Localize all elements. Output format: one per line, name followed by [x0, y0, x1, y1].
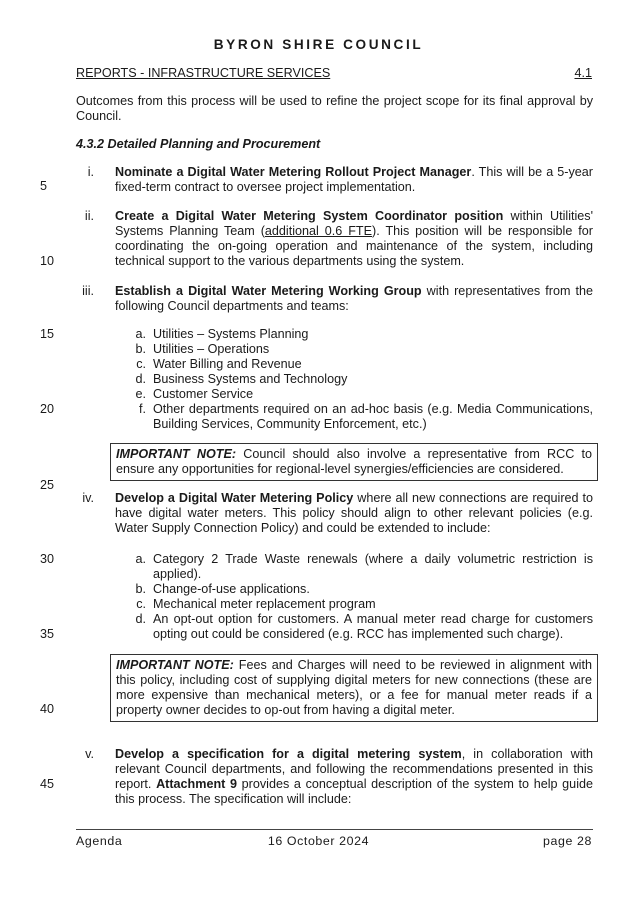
note-label: IMPORTANT NOTE: [116, 658, 234, 672]
item-numeral: iii. [82, 284, 94, 298]
line-number: 30 [40, 552, 55, 566]
item-ii-fte: additional 0.6 FTE [264, 224, 373, 238]
item-iii [115, 284, 593, 314]
item-ii [115, 209, 593, 269]
list-letter: a. [135, 327, 146, 341]
list-text: Category 2 Trade Waste renewals (where a daily volumetric restriction is applied). [153, 552, 593, 581]
list-letter: c. [136, 597, 146, 611]
list-item [115, 582, 593, 597]
item-iii-text: with representatives from the following Council departments and teams: [115, 284, 593, 313]
list-letter: e. [135, 387, 146, 401]
line-number: 40 [40, 702, 55, 716]
item-iii-bold: Establish a Digital Water Metering Working Group [115, 284, 422, 298]
list-item [115, 372, 593, 387]
subsection-heading: 4.3.2 Detailed Planning and Procurement [76, 137, 321, 151]
note-label: IMPORTANT NOTE: [116, 447, 237, 461]
item-v-text-b: provides a conceptual description of the system to help guide this process. The specification will include: [115, 777, 593, 806]
list-letter: c. [136, 357, 146, 371]
note-text: Council should also involve a representative from RCC to ensure any opportunities for regional-level synergies/efficiencies are considered. [116, 447, 592, 476]
item-v-text: , in collaboration with relevant Council departments, and following the recommendations presented in this report. [115, 747, 594, 791]
footer-date: 16 October 2024 [267, 834, 370, 848]
list-item [115, 327, 593, 342]
list-text: Customer Service [153, 387, 254, 401]
item-v-bold: Develop a specification for a digital metering system [115, 747, 462, 761]
line-number: 35 [40, 627, 55, 641]
list-text: Mechanical meter replacement program [153, 597, 376, 611]
list-letter: a. [135, 552, 146, 566]
footer-agenda: Agenda [76, 834, 123, 848]
item-i-text: . This will be a 5-year fixed-term contract to oversee project implementation. [115, 165, 593, 194]
policy-scope-list [115, 552, 593, 642]
section-title: REPORTS - INFRASTRUCTURE SERVICES [76, 66, 331, 80]
list-item [115, 552, 593, 582]
line-number: 20 [40, 402, 55, 416]
list-text: An opt-out option for customers. A manual meter read charge for customers opting out could be considered (e.g. RCC has implemented such charge). [153, 612, 593, 641]
line-number: 10 [40, 254, 55, 268]
attachment-reference: Attachment 9 [156, 777, 237, 791]
list-text: Utilities – Operations [153, 342, 270, 356]
list-letter: b. [135, 342, 146, 356]
list-letter: d. [135, 612, 146, 626]
list-letter: b. [135, 582, 146, 596]
item-iv [115, 491, 593, 536]
item-ii-text-b: ). This position will be responsible for coordinating the on-going operation and maintenance of the system, including technical support to the various departments using the system. [115, 224, 593, 268]
item-numeral: v. [85, 747, 94, 761]
list-text: Change-of-use applications. [153, 582, 310, 596]
list-item [115, 612, 593, 642]
item-ii-bold: Create a Digital Water Metering System Coordinator position [115, 209, 504, 223]
list-item [115, 357, 593, 372]
list-text: Water Billing and Revenue [153, 357, 302, 371]
footer-page-number: page 28 [543, 834, 592, 848]
section-number: 4.1 [574, 66, 592, 80]
item-i [115, 165, 593, 195]
line-number: 25 [40, 478, 55, 492]
list-text: Other departments required on an ad-hoc basis (e.g. Media Communications, Building Services, Community Enforcement, etc.) [153, 402, 593, 431]
item-iv-bold: Develop a Digital Water Metering Policy [115, 491, 354, 505]
note-text: Fees and Charges will need to be reviewed in alignment with this policy, including cost of supplying digital meters for new connections (these are more expensive than mechanical meters), or a fee for manual meter reads if a property owner decides to op-out from having a digital meter. [116, 658, 592, 717]
working-group-list [115, 327, 593, 432]
item-numeral: i. [87, 165, 94, 179]
important-note-fees [110, 654, 598, 722]
council-title: BYRON SHIRE COUNCIL [213, 37, 424, 52]
item-i-bold: Nominate a Digital Water Metering Rollout Project Manager [115, 165, 472, 179]
list-letter: d. [135, 372, 146, 386]
list-text: Business Systems and Technology [153, 372, 348, 386]
list-item [115, 342, 593, 357]
line-number: 5 [40, 179, 48, 193]
item-v [115, 747, 593, 807]
list-item [115, 387, 593, 402]
list-item [115, 402, 593, 432]
item-iv-text: where all new connections are required to have digital water meters. This policy should align to other relevant policies (e.g. Water Supply Connection Policy) and could be extended to include: [115, 491, 593, 535]
list-text: Utilities – Systems Planning [153, 327, 309, 341]
footer-divider [76, 829, 593, 830]
intro-paragraph: Outcomes from this process will be used to refine the project scope for its final approval by Council. [76, 94, 593, 123]
line-number: 15 [40, 327, 55, 341]
line-number: 45 [40, 777, 55, 791]
item-numeral: ii. [84, 209, 94, 223]
item-numeral: iv. [82, 491, 94, 505]
list-item [115, 597, 593, 612]
list-letter: f. [139, 402, 146, 416]
important-note-rcc [110, 443, 598, 481]
item-ii-text: within Utilities' Systems Planning Team ( [115, 209, 593, 238]
